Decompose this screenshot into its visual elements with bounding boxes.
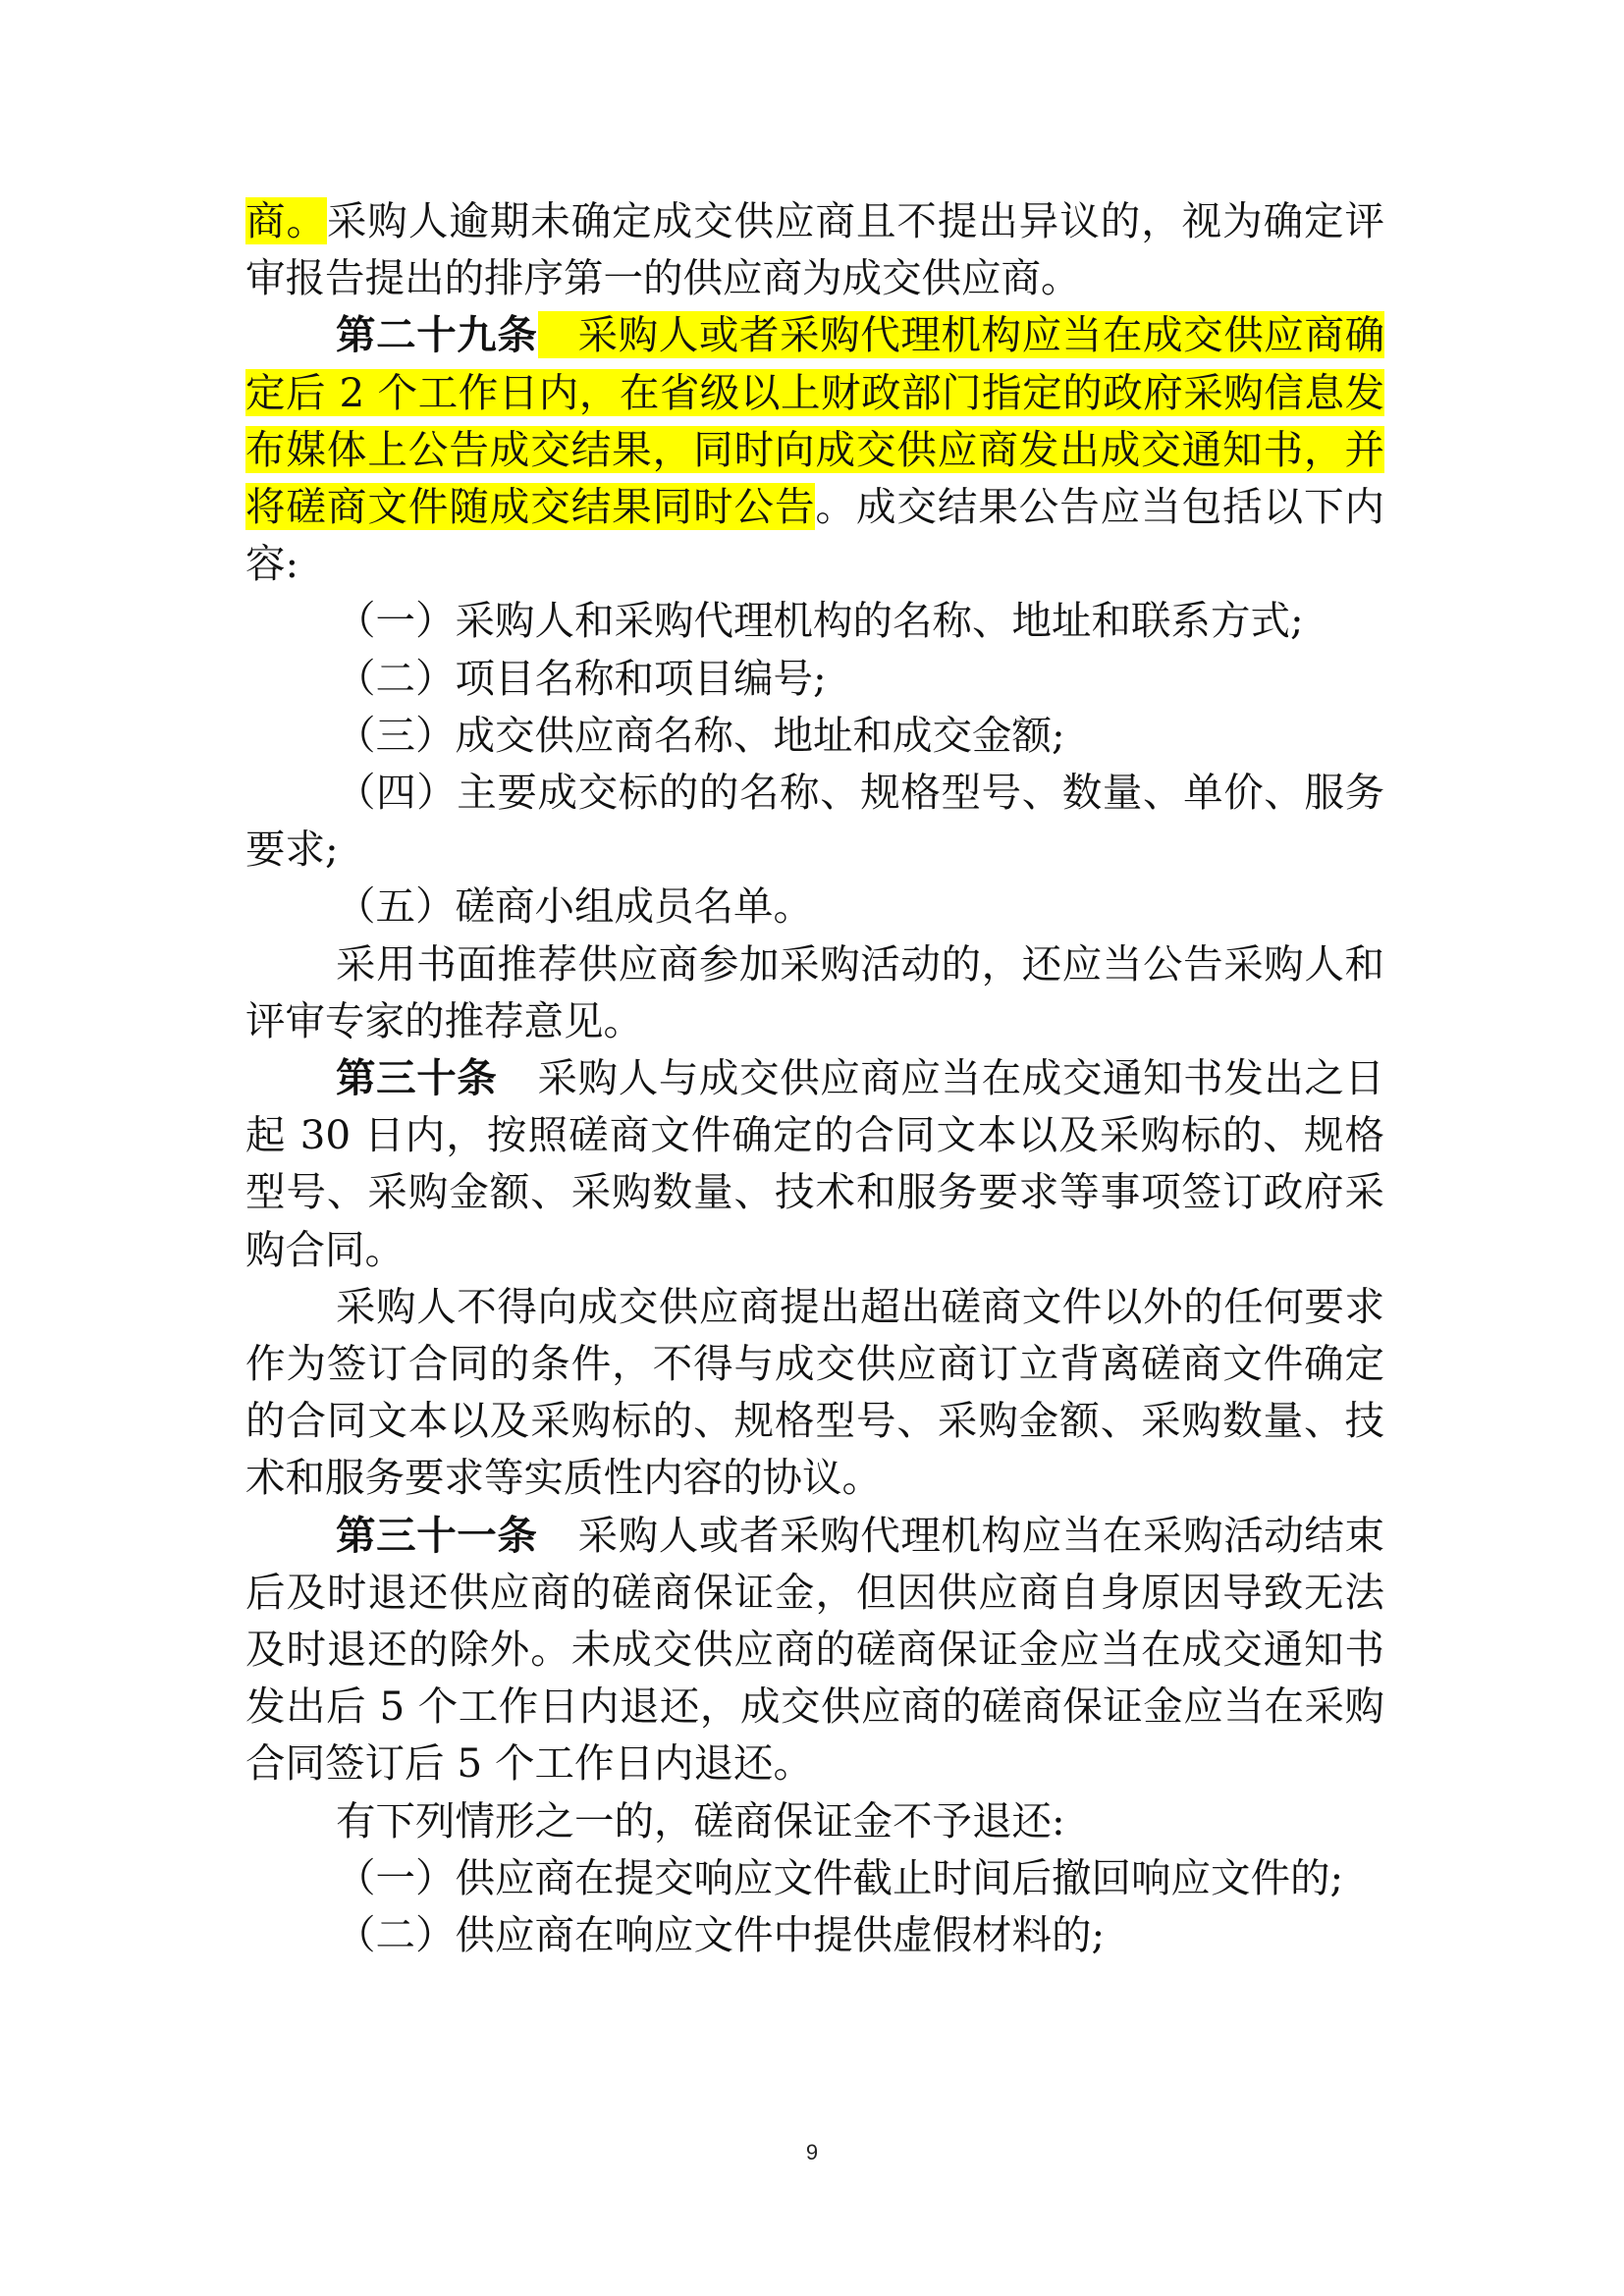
- list-item: （二）供应商在响应文件中提供虚假材料的;: [336, 1911, 1106, 1959]
- list-item: （一）采购人和采购代理机构的名称、地址和联系方式;: [336, 597, 1304, 645]
- list-item: （四）主要成交标的的名称、规格型号、数量、单价、服务要求;: [245, 769, 1384, 874]
- article-30: [245, 1049, 1384, 1278]
- list-item: （一）供应商在提交响应文件截止时间后撤回响应文件的;: [336, 1853, 1344, 1901]
- paragraph-contract: 采购人不得向成交供应商提出超出磋商文件以外的任何要求作为签订合同的条件，不得与成交供应商订立背离磋商文件确定的合同文本以及采购标的、规格型号、采购金额、采购数量、技术和服务要求等实质性内容的协议。: [245, 1282, 1384, 1502]
- article-31-text: 采购人或者采购代理机构应当在采购活动结束后及时退还供应商的磋商保证金，但因供应商自身原因导致无法及时退还的除外。未成交供应商的磋商保证金应当在成交通知书发出后 5 个工作日内退还，成交供应商的磋商保证金应当在采购合同签订后 5 个工作日内退还。: [245, 1511, 1385, 1788]
- article-29-highlighted-text: 采购人或者采购代理机构应当在成交供应商确定后 2 个工作日内，在省级以上财政部门指定的政府采购信息发布媒体上公告成交结果，同时向成交供应商发出成交通知书，并将磋商文件随成交结果同时公告: [245, 311, 1385, 531]
- article-31: [245, 1507, 1384, 1792]
- article-29: [245, 306, 1384, 592]
- article-30-title: 第三十条: [336, 1054, 498, 1102]
- paragraph-text: 采购人逾期未确定成交供应商且不提出异议的，视为确定评审报告提出的排序第一的供应商为成交供应商。: [245, 197, 1385, 302]
- paragraph-deposit: 有下列情形之一的，磋商保证金不予退还:: [336, 1796, 1065, 1844]
- list-item: （二）项目名称和项目编号;: [336, 654, 827, 702]
- article-31-title: 第三十一条: [336, 1511, 538, 1559]
- list-item: （五）磋商小组成员名单。: [336, 882, 813, 931]
- highlighted-text: 商。: [245, 197, 327, 244]
- article-29-text: 。成交结果公告应当包括以下内容:: [245, 483, 1385, 588]
- paragraph-recommendation: 采用书面推荐供应商参加采购活动的，还应当公告采购人和评审专家的推荐意见。: [245, 939, 1384, 1044]
- page-number: 9: [805, 2140, 819, 2164]
- paragraph-continuation: [245, 192, 1384, 306]
- document-page: [245, 192, 1384, 1963]
- article-29-title: 第二十九条: [336, 311, 538, 359]
- article-30-text: 采购人与成交供应商应当在成交通知书发出之日起 30 日内，按照磋商文件确定的合同文本以及采购标的、规格型号、采购金额、采购数量、技术和服务要求等事项签订政府采购合同。: [245, 1054, 1385, 1273]
- list-item: （三）成交供应商名称、地址和成交金额;: [336, 711, 1065, 759]
